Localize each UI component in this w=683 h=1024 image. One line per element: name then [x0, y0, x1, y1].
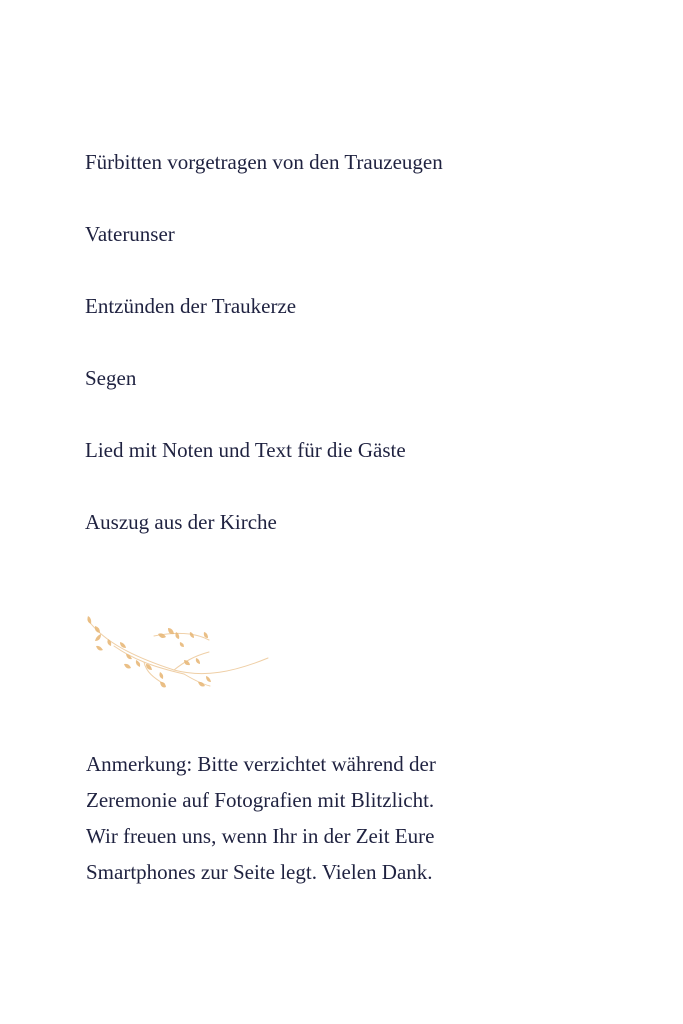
program-item-traukerze: Entzünden der Traukerze [85, 294, 297, 318]
program-item-lied: Lied mit Noten und Text für die Gäste [85, 438, 406, 462]
note-line: Smartphones zur Seite legt. Vielen Dank. [86, 860, 433, 884]
program-item-segen: Segen [85, 366, 137, 390]
program-item-vaterunser: Vaterunser [85, 222, 175, 246]
note-line: Anmerkung: Bitte verzichtet während der [86, 752, 436, 776]
ceremony-program-list [85, 146, 645, 578]
note-line: Zeremonie auf Fotografien mit Blitzlicht. [86, 788, 435, 812]
note-line: Wir freuen uns, wenn Ihr in der Zeit Eure [86, 824, 435, 848]
note-paragraph [86, 746, 646, 890]
floral-branch-icon [84, 612, 274, 702]
program-item-fuerbitten: Fürbitten vorgetragen von den Trauzeugen [85, 150, 443, 174]
program-item-auszug: Auszug aus der Kirche [85, 510, 277, 534]
